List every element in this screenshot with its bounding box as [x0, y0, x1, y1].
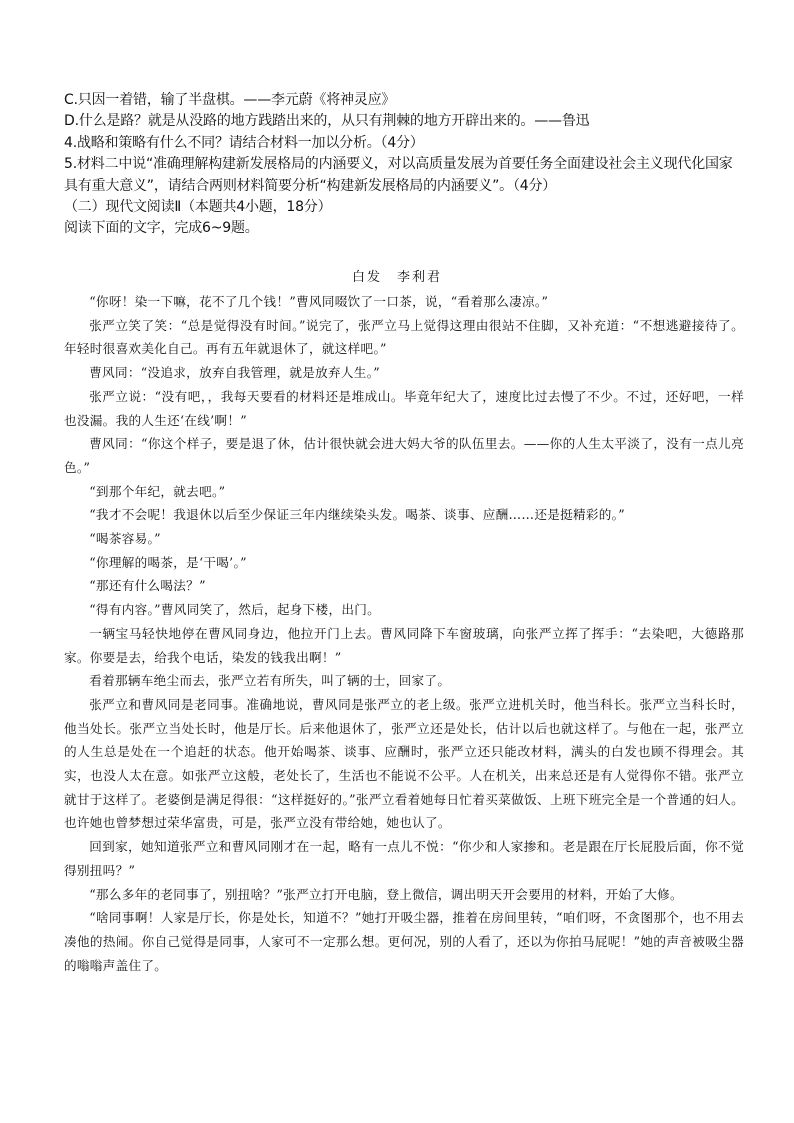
- question-4: 4.战略和策略有什么不同？请结合材料一加以分析。（4分）: [64, 134, 424, 151]
- story-paragraph: 曹风同：“你这个样子，要是退了休，估计很快就会进大妈大爷的队伍里去。——你的人生太平淡了，没有一点儿亮色。”: [64, 436, 744, 475]
- story-title: 白发 李利君: [351, 270, 442, 285]
- story-paragraph: “得有内容。”曹风同笑了，然后，起身下楼，出门。: [89, 602, 381, 618]
- question-5: 5.材料二中说“准确理解构建新发展格局的内涵要义，对以高质量发展为首要任务全面建设社会主义现代化国家具有重大意义”，请结合两则材料简要分析“构建新发展格局的内涵要义”。（4分）: [64, 156, 733, 194]
- reading-instruction: 阅读下面的文字，完成6~9题。: [64, 220, 259, 237]
- story-paragraph: “那么多年的老同事了，别扭啥？”张严立打开电脑，登上微信，调出明天开会要用的材料，开始了大修。: [89, 886, 683, 902]
- story-body: [64, 290, 744, 977]
- question-block: [64, 90, 744, 240]
- story-paragraph: “我才不会呢！我退休以后至少保证三年内继续染头发。喝茶、谈事、应酬……还是挺精彩的。”: [89, 507, 626, 523]
- option-d: D.什么是路？就是从没路的地方践踏出来的，从只有荆棘的地方开辟出来的。——鲁迅: [64, 113, 590, 130]
- story-paragraph: 张严立笑了笑：“总是觉得没有时间。”说完了，张严立马上觉得这理由很站不住脚，又补充道：“不想逃避接待了。年轻时很喜欢美化自己。再有五年就退休了，就这样吧。”: [64, 317, 744, 357]
- story-paragraph: “啥同事啊！人家是厅长，你是处长，知道不？”她打开吸尘器，推着在房间里转，“咱们呀，不贪图那个，也不用去凑他的热闹。你自己觉得是同事，人家可不一定那么想。更何况，别的人看了，还以为你拍马屁呢！”她的声音被吸尘器的嗡嗡声盖住了。: [64, 910, 744, 973]
- story-paragraph: “那还有什么喝法？”: [89, 578, 206, 594]
- story-paragraph: “你理解的喝茶，是‘干喝’。”: [89, 554, 247, 570]
- story-paragraph: 回到家，她知道张严立和曹风同刚才在一起，略有一点儿不悦：“你少和人家掺和。老是跟在厅长屁股后面，你不觉得别扭吗？”: [64, 839, 744, 878]
- option-c: C.只因一着错，输了半盘棋。——李元蔚《将神灵应》: [64, 92, 396, 108]
- section-heading: （二）现代文阅读Ⅱ（本题共4小题，18分）: [64, 199, 332, 216]
- story-paragraph: 一辆宝马轻快地停在曹风同身边，他拉开门上去。曹风同降下车窗玻璃，向张严立挥了挥手：“去染吧，大德路那家。你要是去，给我个电话，染发的钱我出啊！”: [64, 625, 744, 665]
- story-paragraph: 曹风同：“没追求，放弃自我管理，就是放弃人生。”: [89, 365, 381, 381]
- story-paragraph: 看着那辆车绝尘而去，张严立若有所失，叫了辆的士，回家了。: [89, 673, 451, 689]
- story-paragraph: 张严立和曹风同是老同事。准确地说，曹风同是张严立的老上级。张严立进机关时，他当科长。张严立当科长时，他当处长。张严立当处长时，他是厅长。后来他退休了，张严立还是处长，估计以后也就这样了。与他在一起，张严立的人生总是处在一个追赶的状态。他开始喝茶、谈事、应酬时，张严立还只能改材料，满头的白发也顾不得理会。其实，也没人太在意。如张严立这般，老处长了，生活也不能说不公平。人在机关，出来总还是有人觉得你不错。张严立就甘于这样了。老婆倒是满足得很：“这样挺好的。”张严立看着她每日忙着买菜做饭、上班下班完全是一个普通的妇人。也许她也曾梦想过荣华富贵，可是，张严立没有带给她，她也认了。: [64, 696, 744, 831]
- story-paragraph: 张严立说：“没有吧，，我每天要看的材料还是堆成山。毕竟年纪大了，速度比过去慢了不少。不过，还好吧，一样也没漏。我的人生还‘在线’啊！”: [64, 388, 744, 428]
- story-paragraph: “到那个年纪，就去吧。”: [89, 483, 226, 499]
- story-paragraph: “喝茶容易。”: [89, 531, 161, 547]
- story-paragraph: “你呀！染一下嘛，花不了几个钱！”曹风同啜饮了一口茶，说，“看着那么凄凉。”: [89, 294, 549, 309]
